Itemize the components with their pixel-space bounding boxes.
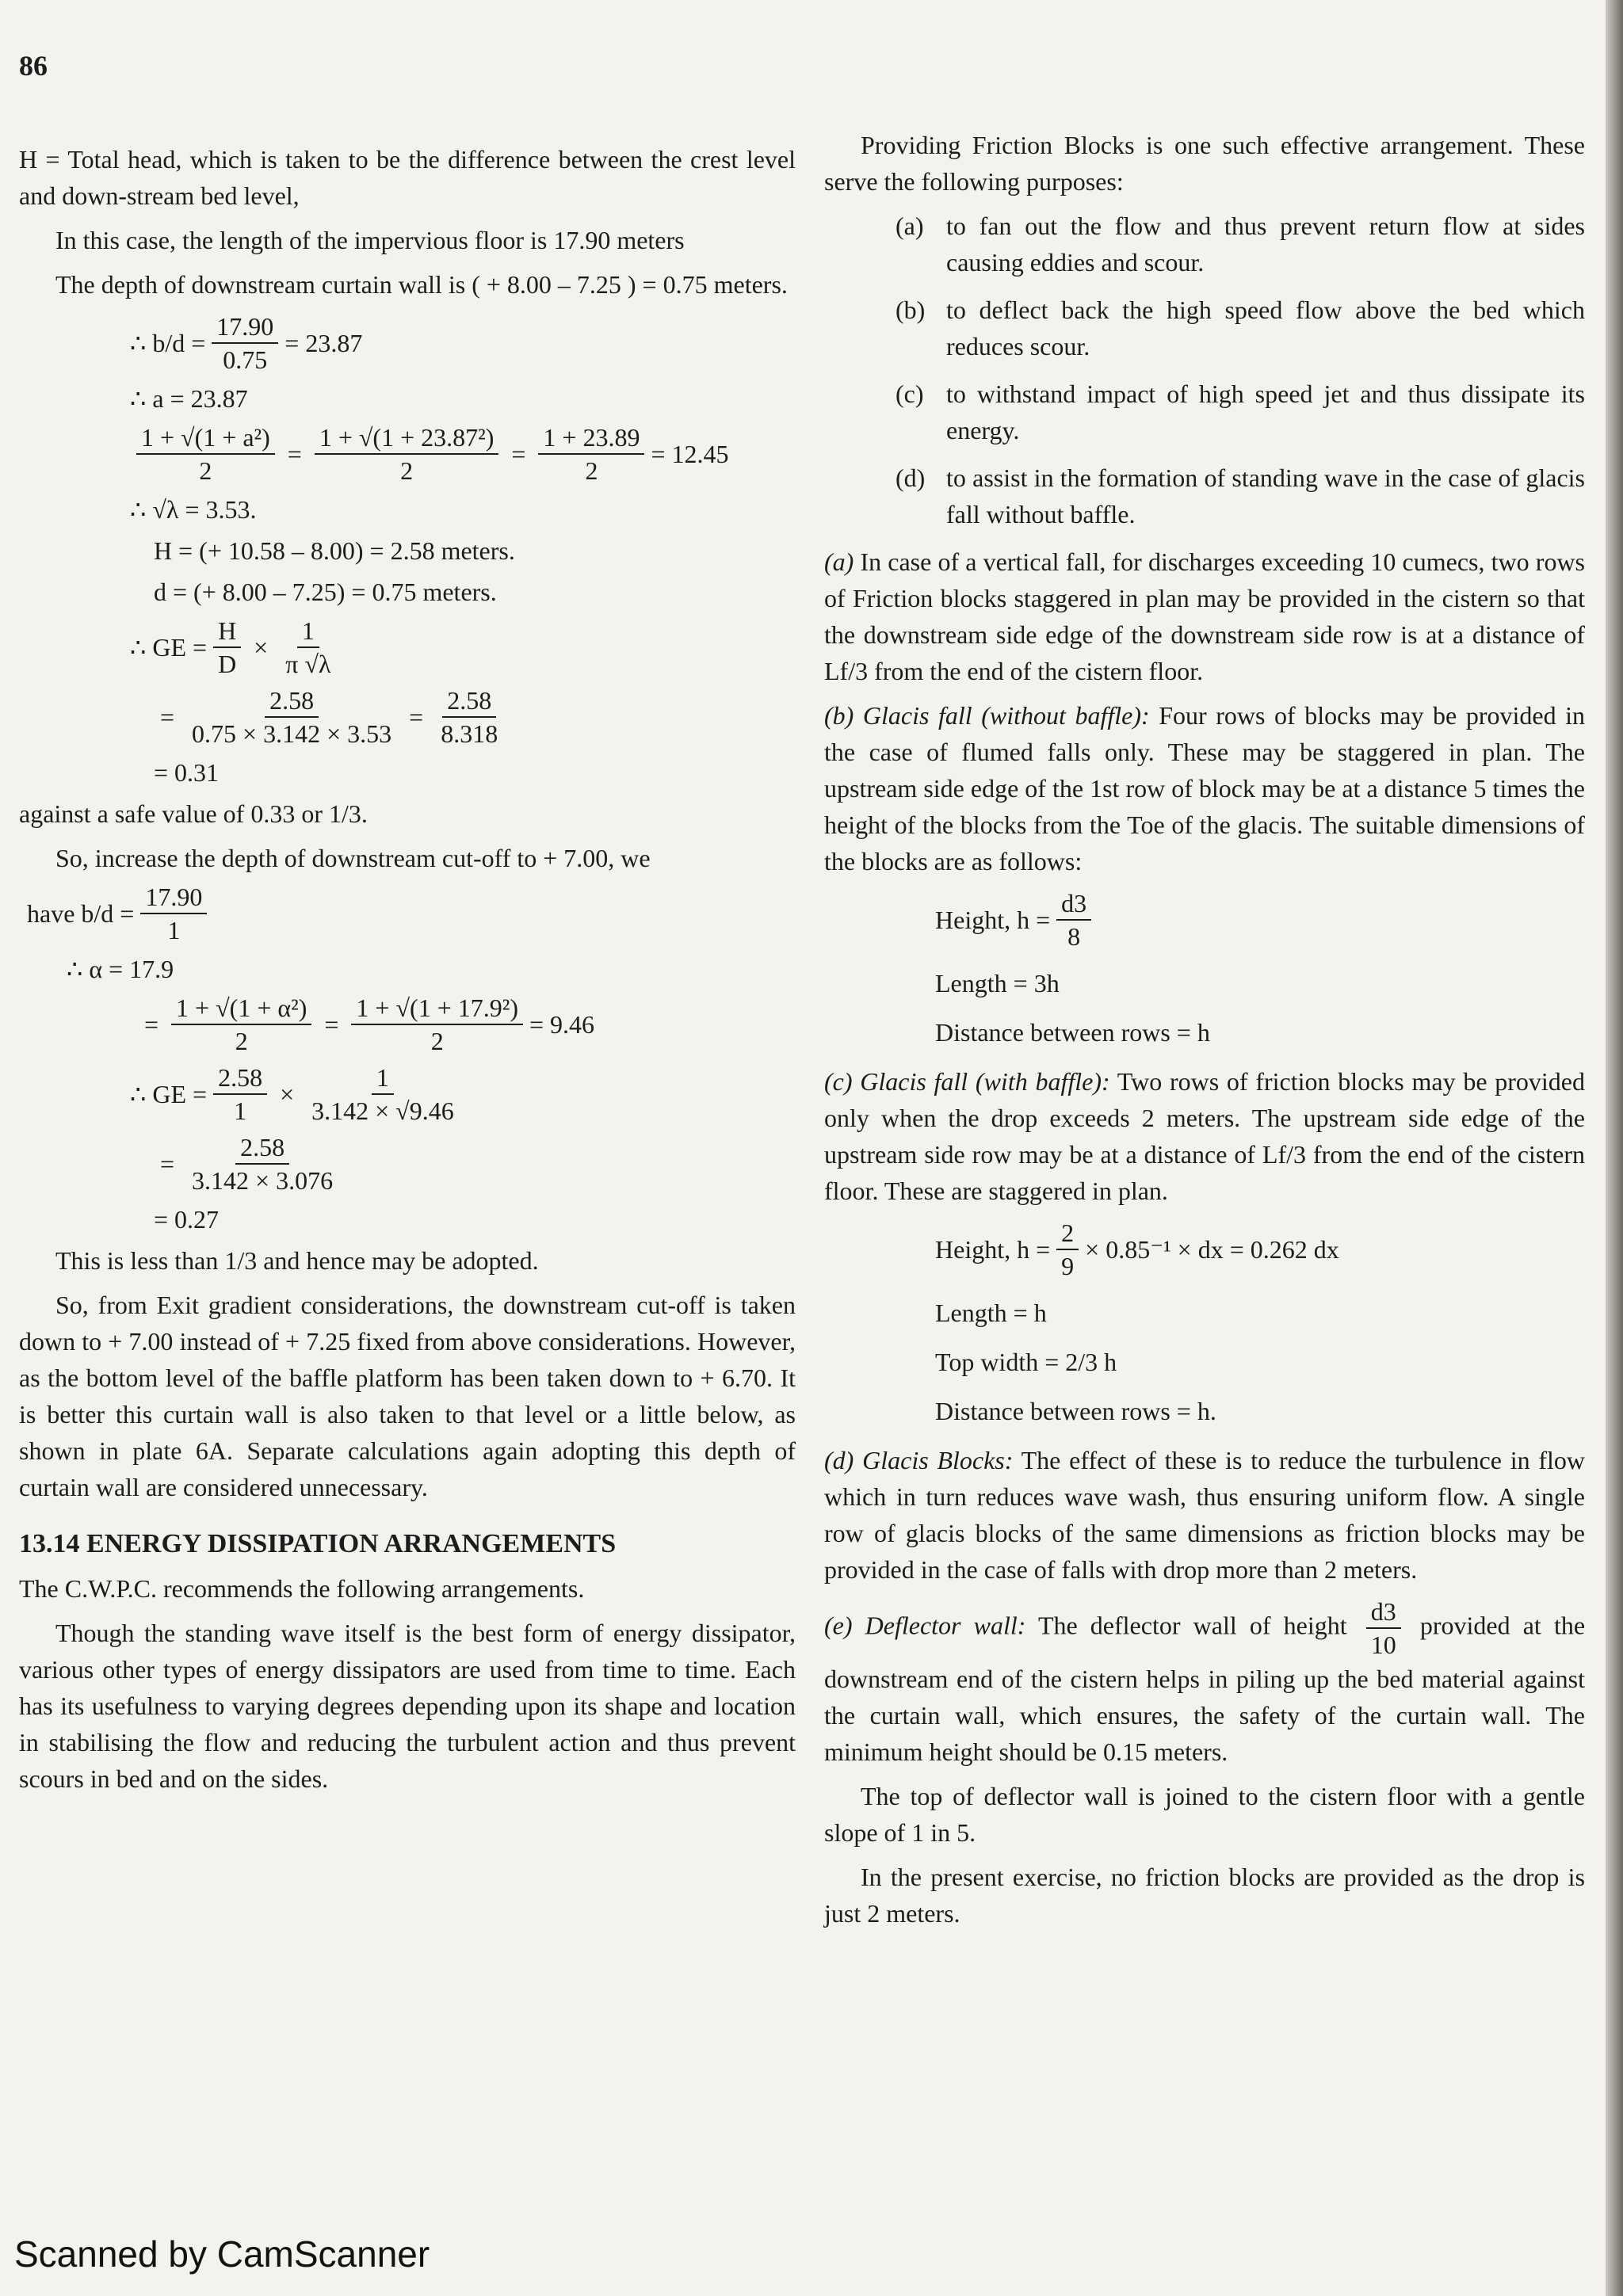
paragraph-friction-blocks: Providing Friction Blocks is one such effective arrangement. These serve the following purposes: [824, 131, 1585, 196]
equation-new-exit-gradient [19, 1062, 796, 1127]
equation-exit-gradient [19, 615, 796, 680]
equals-sign: = [160, 703, 175, 731]
fraction-numerator: 2.58 [213, 1062, 267, 1095]
equation-rhs: = 9.46 [529, 1010, 595, 1039]
list-item [896, 460, 1585, 532]
equation-lhs: have b/d = [27, 899, 135, 928]
paragraph-impervious-floor: In this case, the length of the impervious floor is 17.90 meters [55, 226, 685, 254]
dimension-value: × 0.85⁻¹ × dx = 0.262 dx [1085, 1235, 1339, 1264]
equation-rhs: = 23.87 [285, 329, 363, 357]
fraction-denominator: 0.75 × 3.142 × 3.53 [192, 719, 392, 748]
fraction [171, 992, 311, 1057]
equation-lhs: ∴ b/d = [130, 329, 206, 357]
fraction-numerator: 1 [297, 615, 319, 648]
equation-b-over-d [19, 311, 796, 376]
fraction [351, 992, 523, 1057]
equation-exit-gradient-values [19, 685, 796, 749]
fraction-denominator: 1 [234, 1097, 247, 1125]
dimension-label: Height, h = [935, 906, 1051, 934]
page-edge-shadow [1606, 0, 1623, 2296]
fraction-numerator: 17.90 [140, 881, 207, 914]
paragraph-deflector-wall [824, 1596, 1585, 1770]
fraction-denominator: 2 [430, 1027, 444, 1055]
paragraph-glacis-blocks [824, 1442, 1585, 1588]
fraction [315, 421, 499, 486]
equation-lhs: ∴ GE = [130, 1080, 208, 1108]
clause-text: The effect of these is to reduce the turbulence in flow which in turn reduces wave wash, thus ensuring uniform flow. A single row of glacis blocks of the same dimensions as friction blocks may be provided in the case of falls with drop more than 2 meters. [824, 1446, 1586, 1584]
list-item-text: to withstand impact of high speed jet and thus dissipate its energy. [946, 379, 1585, 444]
fraction [187, 685, 396, 749]
list-item-label: (d) [896, 463, 926, 492]
equation-alpha-value: ∴ α = 17.9 [67, 955, 174, 983]
paragraph-increase-depth: So, increase the depth of downstream cut-off to + 7.00, we [55, 844, 651, 872]
equation-a-value: ∴ a = 23.87 [130, 384, 248, 413]
times-sign: × [280, 1080, 295, 1108]
fraction [281, 615, 335, 680]
fraction-denominator: 9 [1061, 1252, 1075, 1280]
dimension-height [824, 887, 1585, 952]
fraction-numerator: H [213, 615, 241, 648]
equation-rhs: = 12.45 [651, 440, 729, 468]
fraction-numerator: 1 + 23.89 [538, 421, 644, 455]
section-heading: 13.14 ENERGY DISSIPATION ARRANGEMENTS [19, 1529, 617, 1558]
fraction-numerator: d3 [1056, 887, 1091, 921]
clause-label: (e) [824, 1611, 853, 1640]
fraction-denominator: 3.142 × 3.076 [192, 1166, 334, 1195]
equation-head: H = (+ 10.58 – 8.00) = 2.58 meters. [154, 536, 515, 565]
fraction-numerator: 2.58 [265, 685, 319, 718]
paragraph-safe-value: against a safe value of 0.33 or 1/3. [19, 799, 368, 828]
fraction-denominator: 3.142 × √9.46 [311, 1097, 454, 1125]
right-column [824, 127, 1585, 1939]
fraction-denominator: 2 [235, 1027, 248, 1055]
dimension-label: Height, h = [935, 1235, 1051, 1264]
fraction-denominator: π √λ [285, 650, 331, 678]
fraction-numerator: 1 + √(1 + 23.87²) [315, 421, 499, 455]
fraction-denominator: 8.318 [441, 719, 498, 748]
equation-lhs: ∴ GE = [130, 633, 208, 662]
list-item [896, 292, 1585, 364]
dimension-length: Length = h [935, 1299, 1047, 1327]
list-item-label: (a) [896, 212, 924, 240]
fraction [436, 685, 502, 749]
fraction-denominator: 2 [585, 456, 598, 485]
dimension-length: Length = 3h [935, 969, 1060, 997]
equation-root-lambda: ∴ √λ = 3.53. [130, 495, 257, 524]
paragraph-total-head: H = Total head, which is taken to be the difference between the crest level and down-stream bed level, [19, 145, 796, 210]
list-item-text: to assist in the formation of standing wave in the case of glacis fall without baffle. [946, 463, 1585, 528]
times-sign: × [254, 633, 269, 662]
fraction [538, 421, 644, 486]
fraction-denominator: D [218, 650, 237, 678]
equals-sign: = [409, 703, 424, 731]
fraction [1056, 1217, 1079, 1282]
paragraph-exit-gradient-conclusion: So, from Exit gradient considerations, the downstream cut-off is taken down to + 7.00 instead of + 7.25 fixed from above considerations. However, as the bottom level of the baffle platform has been taken down to + 6.70. It is better this curtain wall is also taken to that level or a little below, as shown in plate 6A. Separate calculations again adopting this depth of curtain wall are considered unnecessary. [19, 1291, 796, 1501]
fraction-numerator: 1 + √(1 + a²) [136, 421, 275, 455]
clause-title: Glacis fall (with baffle): [860, 1067, 1110, 1096]
fraction-numerator: 2.58 [442, 685, 496, 718]
fraction-numerator: 2 [1056, 1217, 1079, 1250]
paragraph-energy-dissipators: Though the standing wave itself is the best form of energy dissipator, various other types of energy dissipators are used from time to time. Each has its usefulness to varying degrees depending upon its shape and location in stabilising the flow and reducing the turbulent action and thus prevent scours in bed and on the sides. [19, 1619, 796, 1793]
paragraph-glacis-without-baffle [824, 697, 1585, 879]
fraction [187, 1131, 338, 1196]
list-item [896, 376, 1585, 448]
left-column [19, 141, 796, 1805]
fraction [140, 881, 207, 946]
equation-lambda-formula [19, 421, 796, 486]
fraction-numerator: 17.90 [212, 311, 278, 344]
dimension-distance: Distance between rows = h [935, 1018, 1210, 1047]
fraction [213, 615, 241, 680]
dimension-height [824, 1217, 1585, 1282]
fraction-numerator: 1 [372, 1062, 394, 1095]
equation-depth: d = (+ 8.00 – 7.25) = 0.75 meters. [154, 578, 497, 606]
equation-new-ge-result: = 0.27 [154, 1205, 220, 1234]
clause-label: (c) [824, 1067, 853, 1096]
fraction-denominator: 2 [400, 456, 414, 485]
equals-sign: = [324, 1010, 339, 1039]
clause-text: Two rows of friction blocks may be provided only when the drop exceeds 2 meters. The upstream side edge of the upstream side row may be at a distance of Lf/3 from the end of the cistern floor. These are staggered in plan. [824, 1067, 1586, 1205]
equals-sign: = [160, 1150, 175, 1178]
fraction [1056, 887, 1091, 952]
fraction-numerator: 1 + √(1 + α²) [171, 992, 311, 1025]
list-item-label: (c) [896, 379, 924, 408]
list-item-text: to deflect back the high speed flow above the bed which reduces scour. [946, 296, 1585, 360]
paragraph-curtain-depth: The depth of downstream curtain wall is ( + 8.00 – 7.25 ) = 0.75 meters. [55, 270, 788, 299]
clause-text: provided at the downstream end of the cistern helps in piling up the bed material against the curtain wall, which ensures, the safety of the curtain wall. The minimum height should be 0.15 meters. [824, 1611, 1586, 1766]
clause-title: Glacis fall (without baffle): [862, 701, 1150, 730]
fraction [213, 1062, 267, 1127]
fraction-numerator: 1 + √(1 + 17.9²) [351, 992, 523, 1025]
fraction-denominator: 1 [167, 916, 181, 944]
paragraph-cwpc: The C.W.P.C. recommends the following arrangements. [19, 1574, 585, 1603]
fraction-denominator: 2 [199, 456, 212, 485]
equation-new-exit-gradient-values [19, 1131, 796, 1196]
list-item [896, 208, 1585, 280]
equation-new-lambda [19, 992, 796, 1057]
fraction [307, 1062, 459, 1127]
dimension-top-width: Top width = 2/3 h [935, 1348, 1117, 1376]
equation-new-b-over-d [19, 881, 796, 946]
paragraph-present-exercise: In the present exercise, no friction blocks are provided as the drop is just 2 meters. [824, 1863, 1585, 1928]
clause-label: (b) [824, 701, 854, 730]
list-item-label: (b) [896, 296, 926, 324]
clause-text: Four rows of blocks may be provided in the case of flumed falls only. These may be staggered in plan. The upstream side edge of the 1st row of block may be at a distance 5 times the height of the blocks from the Toe of the glacis. The suitable dimensions of the blocks are as follows: [824, 701, 1586, 875]
clause-label: (d) [824, 1446, 854, 1474]
clause-title: Glacis Blocks: [862, 1446, 1014, 1474]
paragraph-vertical-fall [824, 543, 1585, 689]
paragraph-glacis-with-baffle [824, 1063, 1585, 1209]
clause-title: Deflector wall: [865, 1611, 1026, 1640]
clause-label: (a) [824, 547, 854, 576]
list-item-text: to fan out the flow and thus prevent return flow at sides causing eddies and scour. [946, 212, 1585, 277]
fraction [1366, 1596, 1401, 1661]
fraction [212, 311, 278, 376]
equals-sign: = [287, 440, 302, 468]
paragraph-adopted: This is less than 1/3 and hence may be adopted. [55, 1246, 539, 1275]
scanner-watermark: Scanned by CamScanner [14, 2233, 430, 2275]
fraction-numerator: d3 [1366, 1596, 1401, 1629]
paragraph-deflector-top: The top of deflector wall is joined to the cistern floor with a gentle slope of 1 in 5. [824, 1782, 1585, 1847]
equals-sign: = [511, 440, 526, 468]
fraction [136, 421, 275, 486]
page-number: 86 [19, 50, 48, 82]
fraction-denominator: 0.75 [223, 345, 268, 374]
clause-text: In case of a vertical fall, for discharges exceeding 10 cumecs, two rows of Friction blocks staggered in plan may be provided in the cistern so that the downstream side edge of the downstream side row is at a distance of Lf/3 from the end of the cistern floor. [824, 547, 1586, 685]
equals-sign: = [144, 1010, 159, 1039]
fraction-denominator: 10 [1370, 1630, 1396, 1659]
dimension-distance: Distance between rows = h. [935, 1397, 1216, 1425]
fraction-denominator: 8 [1067, 922, 1081, 951]
equation-ge-result: = 0.31 [154, 758, 220, 787]
fraction-numerator: 2.58 [235, 1131, 289, 1165]
clause-text: The deflector wall of height [1037, 1611, 1347, 1640]
